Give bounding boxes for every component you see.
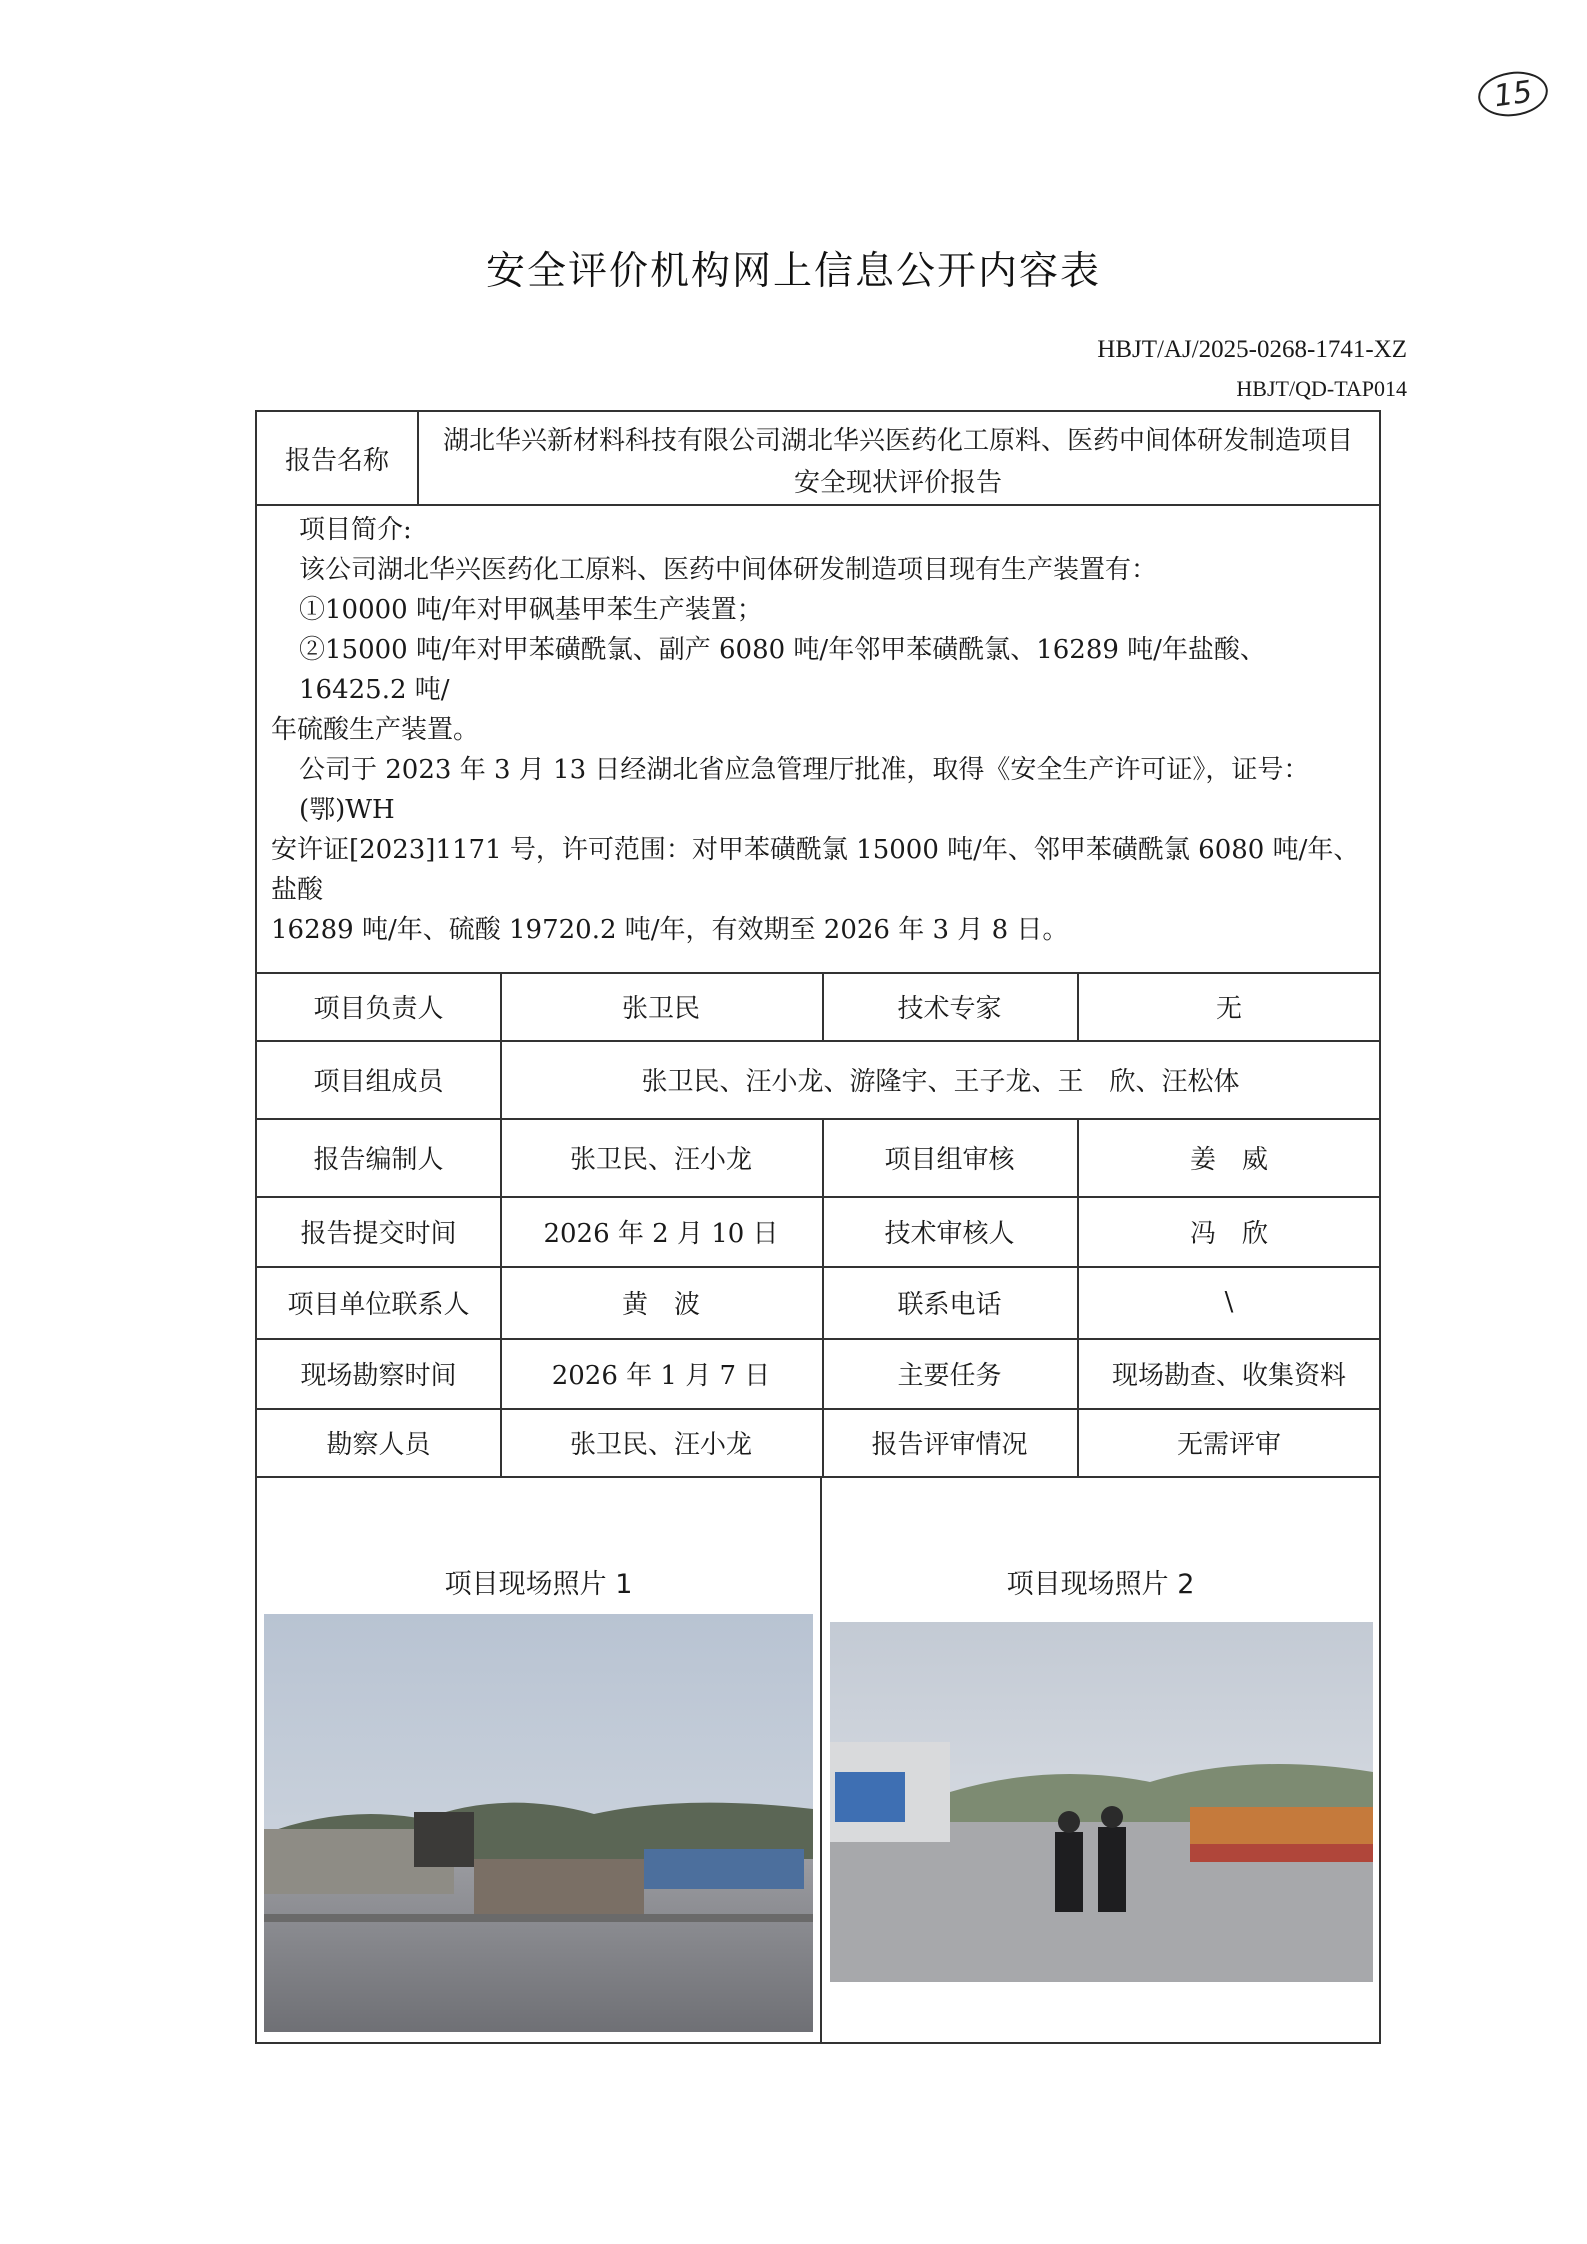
form-code: HBJT/QD-TAP014 bbox=[1236, 376, 1407, 401]
task-value: 现场勘查、收集资料 bbox=[1111, 1360, 1346, 1391]
members-value: 张卫民、汪小龙、游隆宇、王子龙、王 欣、汪松体 bbox=[641, 1066, 1240, 1097]
contact-value: 黄 波 bbox=[621, 1289, 700, 1320]
surveyors-value: 张卫民、汪小龙 bbox=[569, 1429, 752, 1460]
intro-line: 年硫酸生产装置。 bbox=[271, 715, 480, 745]
intro-line: 16289 吨/年、硫酸 19720.2 吨/年，有效期至 2026 年 3 月 8 日。 bbox=[271, 915, 1069, 945]
table-rule bbox=[257, 1476, 1379, 1478]
page-number-stamp: 15 bbox=[1475, 67, 1550, 120]
table-rule bbox=[417, 412, 419, 504]
report-name-label: 报告名称 bbox=[284, 445, 389, 476]
site-photo-2 bbox=[830, 1622, 1373, 1982]
report-name-value bbox=[427, 420, 1369, 500]
task-label: 主要任务 bbox=[897, 1360, 1002, 1391]
expert-value: 无 bbox=[1215, 993, 1242, 1024]
leader-value: 张卫民 bbox=[621, 993, 700, 1024]
leader-label: 项目负责人 bbox=[313, 993, 444, 1024]
intro-line: 该公司湖北华兴医药化工原料、医药中间体研发制造项目现有生产装置有： bbox=[299, 555, 1158, 585]
compiler-value: 张卫民、汪小龙 bbox=[569, 1144, 752, 1175]
group-review-label: 项目组审核 bbox=[884, 1144, 1015, 1175]
page-title: 安全评价机构网上信息公开内容表 bbox=[485, 249, 1101, 294]
report-code: HBJT/AJ/2025-0268-1741-XZ bbox=[1097, 336, 1407, 363]
report-name-line1: 湖北华兴新材料科技有限公司湖北华兴医药化工原料、医药中间体研发制造项目 bbox=[442, 426, 1353, 456]
site-photo-2-image bbox=[830, 1622, 1373, 1982]
info-table bbox=[255, 410, 1381, 2044]
surveyors-label: 勘察人员 bbox=[326, 1429, 431, 1460]
group-review-value: 姜 威 bbox=[1189, 1144, 1268, 1175]
intro-line: 公司于 2023 年 3 月 13 日经湖北省应急管理厅批准，取得《安全生产许可证》，证号：(鄂)WH bbox=[299, 755, 1310, 825]
review-value: 无需评审 bbox=[1176, 1429, 1281, 1460]
site-photo-1-image bbox=[264, 1614, 813, 2032]
contact-label: 项目单位联系人 bbox=[287, 1289, 470, 1320]
tech-review-value: 冯 欣 bbox=[1189, 1218, 1268, 1249]
survey-time-value: 2026 年 1 月 7 日 bbox=[551, 1360, 771, 1391]
report-name-line2: 安全现状评价报告 bbox=[793, 468, 1002, 498]
compiler-label: 报告编制人 bbox=[313, 1144, 444, 1175]
survey-time-label: 现场勘察时间 bbox=[300, 1360, 457, 1391]
members-label: 项目组成员 bbox=[313, 1066, 444, 1097]
table-rule bbox=[257, 504, 1379, 506]
photo2-label: 项目现场照片 2 bbox=[1006, 1569, 1195, 1600]
expert-label: 技术专家 bbox=[897, 993, 1002, 1024]
submit-time-value: 2026 年 2 月 10 日 bbox=[543, 1218, 779, 1249]
review-label: 报告评审情况 bbox=[871, 1429, 1028, 1460]
tech-review-label: 技术审核人 bbox=[884, 1218, 1015, 1249]
phone-value: \ bbox=[1224, 1287, 1234, 1317]
site-photo-1 bbox=[264, 1614, 813, 2032]
photo1-label: 项目现场照片 1 bbox=[444, 1569, 633, 1600]
intro-line: ②15000 吨/年对甲苯磺酰氯、副产 6080 吨/年邻甲苯磺酰氯、16289 吨/年盐酸、16425.2 吨/ bbox=[299, 635, 1266, 705]
intro-line: 安许证[2023]1171 号，许可范围：对甲苯磺酰氯 15000 吨/年、邻甲苯磺酰氯 6080 吨/年、盐酸 bbox=[271, 835, 1360, 905]
project-intro bbox=[271, 510, 1365, 950]
intro-line: ①10000 吨/年对甲砜基甲苯生产装置； bbox=[299, 595, 763, 625]
phone-label: 联系电话 bbox=[897, 1289, 1002, 1320]
submit-time-label: 报告提交时间 bbox=[300, 1218, 457, 1249]
intro-heading: 项目简介: bbox=[299, 515, 412, 545]
